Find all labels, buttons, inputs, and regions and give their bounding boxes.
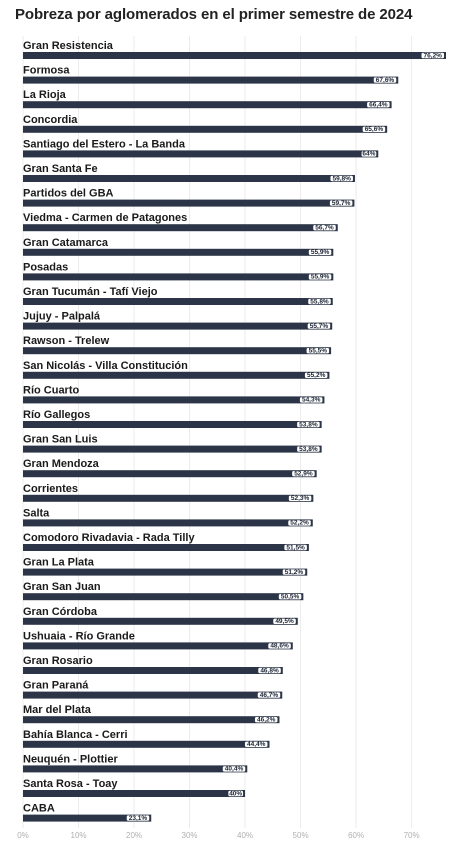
category-label: Formosa [23,64,70,77]
bar [23,421,322,428]
value-label: 50,5% [280,593,300,601]
category-label: Posadas [23,261,69,274]
value-label: 55,2% [306,372,326,380]
category-label: Viedma - Carmen de Patagones [23,212,188,225]
bar-row [23,532,309,551]
value-label: 55,9% [310,273,330,281]
category-label: Gran Rosario [23,655,93,667]
value-label: 56,7% [315,224,334,232]
value-label: 52,3% [290,495,310,503]
bar-row [23,704,279,723]
bar [23,150,378,157]
category-label: Gran La Plata [23,556,94,569]
bar-row [23,237,333,256]
bar-row [23,40,446,59]
value-label: 76,2% [423,52,442,60]
x-tick-label: 0% [17,831,29,840]
bar-row [23,630,293,649]
category-label: Río Cuarto [23,384,80,397]
bar-row [23,753,247,772]
category-label: Gran Mendoza [23,458,99,471]
bar-row [23,163,355,182]
bar-row [23,507,313,526]
category-label: Salta [23,507,50,520]
bar [23,667,283,674]
value-label: 59,8% [332,175,351,183]
bar [23,126,387,133]
bar-row [23,458,317,477]
bar [23,495,313,502]
category-label: Bahía Blanca - Cerri [23,728,128,741]
bar-row [23,286,333,305]
value-label: 55,9% [310,249,330,257]
value-label: 46,2% [256,716,276,724]
value-label: 44,4% [247,741,266,749]
bar [23,642,293,649]
category-label: Santa Rosa - Toay [23,778,118,790]
bar-row [23,483,313,502]
bar-row [23,434,322,453]
bar-row [23,581,303,600]
category-label: Comodoro Rivadavia - Rada Tilly [23,532,195,544]
category-label: Gran Santa Fe [23,163,98,175]
bar [23,741,269,748]
bar-row [23,360,329,379]
bar [23,692,282,699]
category-label: Mar del Plata [23,704,91,717]
x-tick-label: 10% [70,831,87,840]
chart-title: Pobreza por aglomerados en el primer semestre de 2024 [15,6,413,23]
bar-row [23,606,298,625]
bar [23,323,332,330]
category-label: Rawson - Trelew [23,335,110,348]
category-label: Neuquén - Plottier [23,753,118,766]
category-label: Ushuaia - Río Grande [23,630,135,643]
category-label: Jujuy - Palpalá [23,310,101,323]
bar-row [23,261,333,280]
category-label: Concordia [23,113,78,126]
bar [23,396,324,403]
value-label: 53,8% [299,421,318,429]
bar [23,200,354,207]
value-label: 40% [229,790,243,798]
category-label: San Nicolás - Villa Constitución [23,359,188,372]
value-label: 55,5% [308,347,328,355]
bar-row [23,409,322,428]
category-label: Río Gallegos [23,409,91,421]
bars [23,40,446,822]
value-label: 52,9% [294,470,313,478]
category-label: La Rioja [23,89,66,102]
bar [23,372,329,379]
x-tick-label: 20% [126,831,143,840]
bar-row [23,729,269,748]
bar-row [23,655,283,674]
bar [23,298,333,305]
value-label: 64% [362,150,376,158]
value-label: 51,2% [284,568,304,576]
value-label: 49,5% [275,618,294,626]
category-label: Gran Catamarca [23,236,108,249]
value-label: 52,2% [290,519,309,527]
bar [23,249,333,256]
bar [23,593,303,600]
x-tick-label: 30% [181,831,198,840]
category-label: Gran Resistencia [23,40,113,52]
value-label: 55,7% [309,322,329,330]
bar-row [23,138,378,157]
x-tick-label: 70% [403,831,420,840]
bar-row [23,114,387,133]
value-label: 66,4% [369,101,388,109]
value-label: 51,5% [286,544,305,552]
category-label: Gran Tucumán - Tafí Viejo [23,286,158,298]
value-label: 40,4% [224,765,244,773]
bar [23,569,307,576]
x-tick-label: 40% [237,831,254,840]
bar-row [23,65,398,84]
bar [23,101,392,108]
value-label: 46,8% [260,667,279,675]
category-label: Santiago del Estero - La Banda [23,138,185,151]
category-label: Gran Córdoba [23,605,97,618]
value-label: 65,6% [364,126,384,134]
bar-row [23,384,324,403]
bar-row [23,680,282,699]
category-label: Gran Paraná [23,679,89,692]
bar [23,519,313,526]
bar [23,618,298,625]
value-label: 48,6% [270,642,289,650]
x-tick-label: 50% [292,831,309,840]
bar [23,446,322,453]
bar [23,52,446,59]
category-label: CABA [23,802,55,815]
bar-row [23,212,338,231]
bar [23,224,338,231]
bar [23,544,309,551]
x-tick-label: 60% [348,831,365,840]
bar-row [23,557,307,576]
bar [23,347,331,354]
value-label: 67,6% [375,76,395,84]
value-label: 59,7% [331,199,351,207]
value-label: 23,1% [128,814,148,822]
bar [23,790,245,797]
bar-row [23,803,151,822]
bar [23,77,398,84]
category-label: Corrientes [23,482,79,495]
bar [23,175,355,182]
category-label: Gran San Luis [23,433,98,446]
x-axis [17,831,419,840]
bar-row [23,311,332,330]
value-label: 53,8% [299,445,318,453]
bar [23,765,247,772]
bar-row [23,188,354,207]
category-label: Gran San Juan [23,581,101,594]
value-label: 54,3% [301,396,321,404]
value-label: 55,8% [310,298,329,306]
bar-row [23,335,331,354]
bar [23,716,279,723]
bar [23,273,333,280]
category-label: Partidos del GBA [23,187,114,200]
bar [23,470,317,477]
value-label: 46,7% [259,691,279,699]
